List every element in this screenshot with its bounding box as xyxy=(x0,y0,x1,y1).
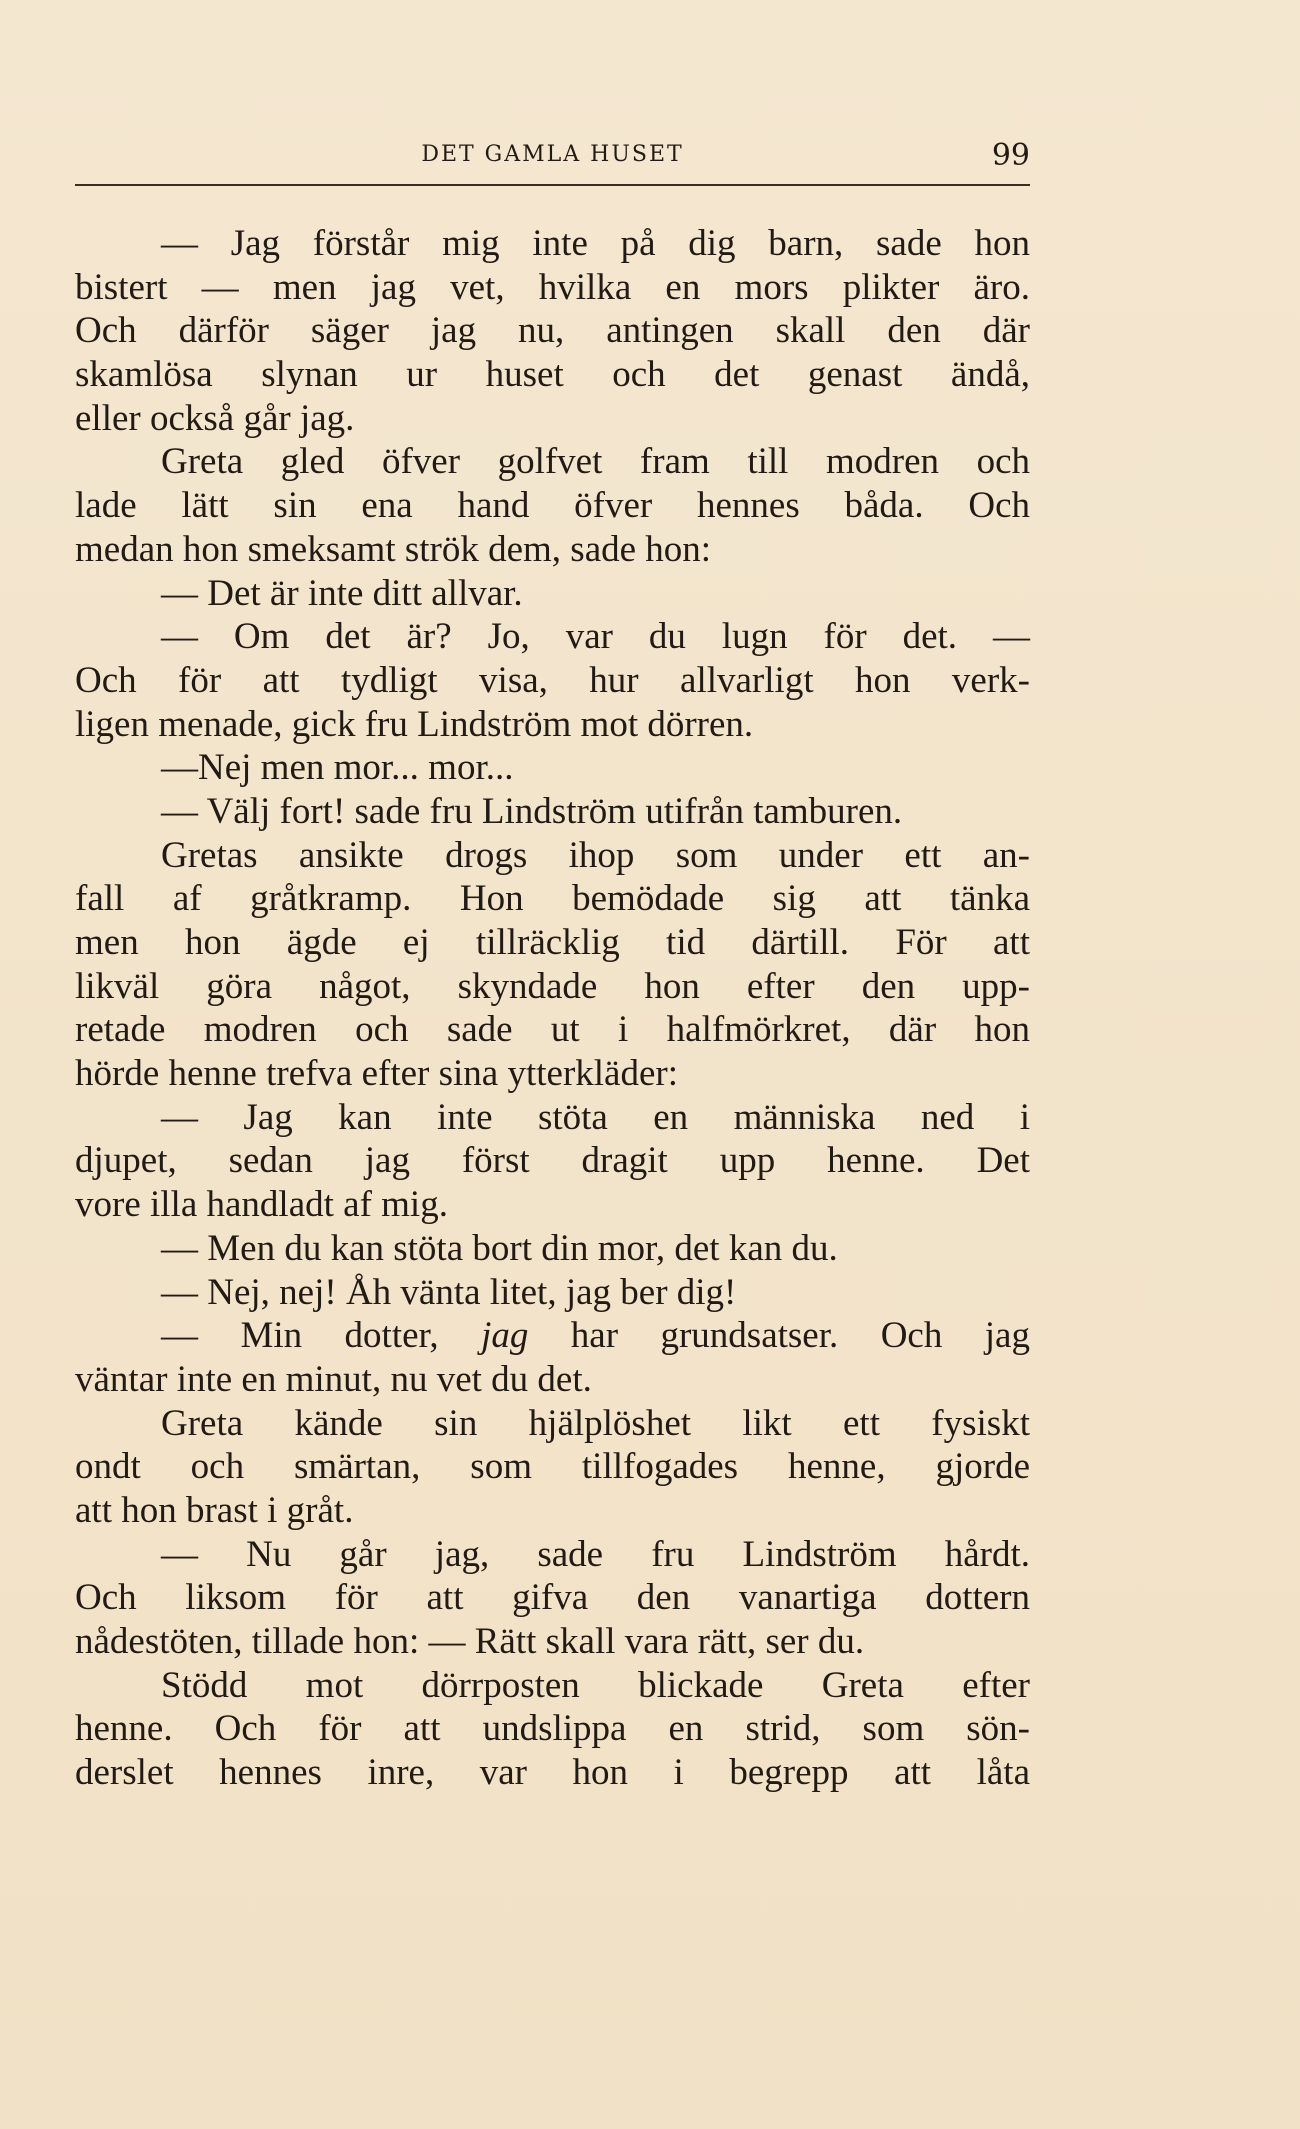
body-text xyxy=(75,222,1030,1795)
text-line: — Det är inte ditt allvar. xyxy=(161,572,523,614)
text-line: — Min dotter, jag har grundsatser. Och jag xyxy=(161,1315,1030,1357)
text-line: Gretas ansikte drogs ihop som under ett an- xyxy=(161,834,1030,876)
text-line: skamlösa slynan ur huset och det genast ändå, xyxy=(75,354,1030,396)
text-line: likväl göra något, skyndade hon efter den upp- xyxy=(75,965,1030,1007)
text-line: —Nej men mor... mor... xyxy=(161,747,514,789)
text-line: hörde henne trefva efter sina ytterkläder: xyxy=(75,1053,679,1095)
text-line: — Om det är? Jo, var du lugn för det. — xyxy=(161,616,1030,658)
text-line: ligen menade, gick fru Lindström mot dörren. xyxy=(75,703,754,745)
text-line: Stödd mot dörrposten blickade Greta efter xyxy=(161,1664,1030,1706)
text-line: — Jag kan inte stöta en människa ned i xyxy=(161,1096,1030,1138)
text-line: — Jag förstår mig inte på dig barn, sade hon xyxy=(161,223,1030,264)
running-head: DET GAMLA HUSET xyxy=(421,142,684,167)
text-line: vore illa handladt af mig. xyxy=(75,1184,448,1226)
text-line: derslet hennes inre, var hon i begrepp att låta xyxy=(75,1752,1030,1794)
emphasis: jag xyxy=(481,1315,529,1357)
text-line: ondt och smärtan, som tillfogades henne, gjorde xyxy=(75,1446,1030,1488)
text-line: — Men du kan stöta bort din mor, det kan du. xyxy=(161,1227,838,1269)
header-rule xyxy=(75,184,1030,186)
text-line: — Välj fort! sade fru Lindström utifrån tamburen. xyxy=(161,790,903,832)
text-line: Och liksom för att gifva den vanartiga dottern xyxy=(75,1577,1030,1619)
text-line: djupet, sedan jag först dragit upp henne. Det xyxy=(75,1140,1030,1182)
text-line: Greta kände sin hjälplöshet likt ett fysiskt xyxy=(161,1402,1030,1444)
text-line: väntar inte en minut, nu vet du det. xyxy=(75,1358,592,1400)
page-header xyxy=(75,138,1030,178)
text-line: Och därför säger jag nu, antingen skall den där xyxy=(75,310,1030,352)
text-line: lade lätt sin ena hand öfver hennes båda. Och xyxy=(75,485,1030,527)
text-line: men hon ägde ej tillräcklig tid därtill. För att xyxy=(75,922,1030,963)
text-line: Greta gled öfver golfvet fram till modren och xyxy=(161,441,1030,483)
text-line: — Nej, nej! Åh vänta litet, jag ber dig! xyxy=(161,1271,737,1313)
text-line: eller också går jag. xyxy=(75,397,355,439)
text-line: bistert — men jag vet, hvilka en mors plikter äro. xyxy=(75,266,1030,308)
text-line: medan hon smeksamt strök dem, sade hon: xyxy=(75,528,712,570)
text-line: nådestöten, tillade hon: — Rätt skall vara rätt, ser du. xyxy=(75,1621,865,1662)
text-line: fall af gråtkramp. Hon bemödade sig att tänka xyxy=(75,878,1030,920)
text-line: henne. Och för att undslippa en strid, som sön- xyxy=(75,1708,1030,1750)
text-line: retade modren och sade ut i halfmörkret, där hon xyxy=(75,1009,1030,1051)
text-line: Och för att tydligt visa, hur allvarligt hon verk- xyxy=(75,659,1030,701)
text-line: — Nu går jag, sade fru Lindström hårdt. xyxy=(161,1533,1030,1575)
text-line: att hon brast i gråt. xyxy=(75,1489,354,1531)
page-number: 99 xyxy=(991,138,1030,173)
